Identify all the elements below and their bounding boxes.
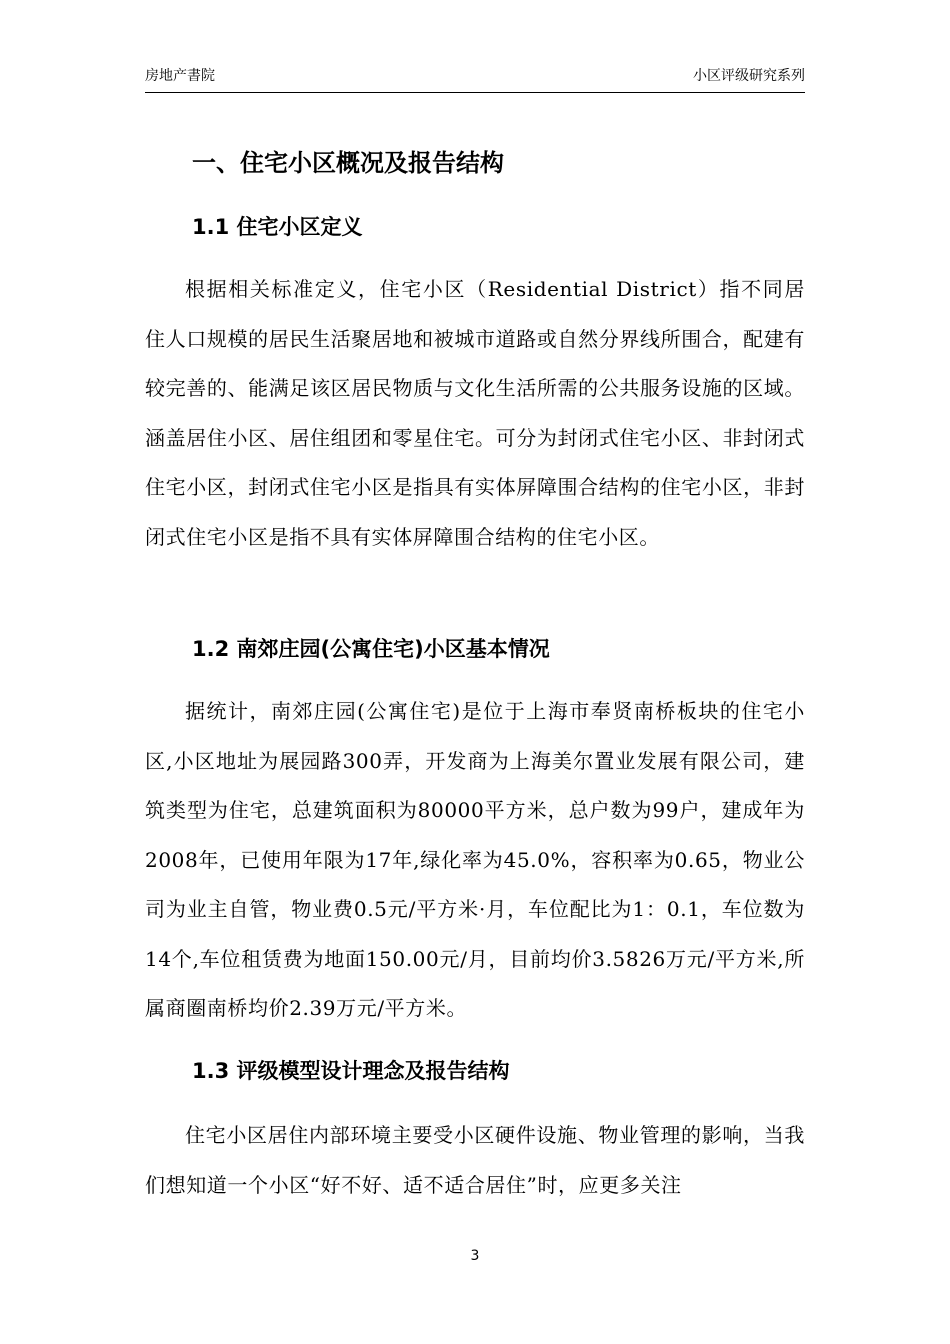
- header-publisher: 房地产書院: [145, 68, 215, 84]
- chapter-title: 一、住宅小区概况及报告结构: [192, 149, 504, 177]
- page-header: [145, 66, 805, 93]
- section-title-1-3: 1.3 评级模型设计理念及报告结构: [192, 1059, 510, 1083]
- paragraph-1-3: 住宅小区居住内部环境主要受小区硬件设施、物业管理的影响，当我们想知道一个小区“好不好、适不适合居住”时，应更多关注: [145, 1123, 805, 1197]
- paragraph-1-2: 据统计，南郊庄园(公寓住宅)是位于上海市奉贤南桥板块的住宅小区,小区地址为展园路300弄，开发商为上海美尔置业发展有限公司，建筑类型为住宅，总建筑面积为80000平方米，总户数为99户，建成年为2008年，已使用年限为17年,绿化率为45.0%，容积率为0.65，物业公司为业主自管，物业费0.5元/平方米·月，车位配比为1：0.1，车位数为14个,车位租赁费为地面150.00元/月，目前均价3.5826万元/平方米,所属商圈南桥均价2.39万元/平方米。: [145, 699, 805, 1020]
- page-number: 3: [470, 1248, 480, 1264]
- header-series-title: 小区评级研究系列: [693, 68, 805, 84]
- section-title-1-2: 1.2 南郊庄园(公寓住宅)小区基本情况: [192, 637, 550, 661]
- paragraph-1-1: 根据相关标准定义，住宅小区（Residential District）指不同居住人口规模的居民生活聚居地和被城市道路或自然分界线所围合，配建有较完善的、能满足该区居民物质与文化生活所需的公共服务设施的区域。涵盖居住小区、居住组团和零星住宅。可分为封闭式住宅小区、非封闭式住宅小区，封闭式住宅小区是指具有实体屏障围合结构的住宅小区，非封闭式住宅小区是指不具有实体屏障围合结构的住宅小区。: [145, 277, 805, 549]
- section-title-1-1: 1.1 住宅小区定义: [192, 215, 363, 239]
